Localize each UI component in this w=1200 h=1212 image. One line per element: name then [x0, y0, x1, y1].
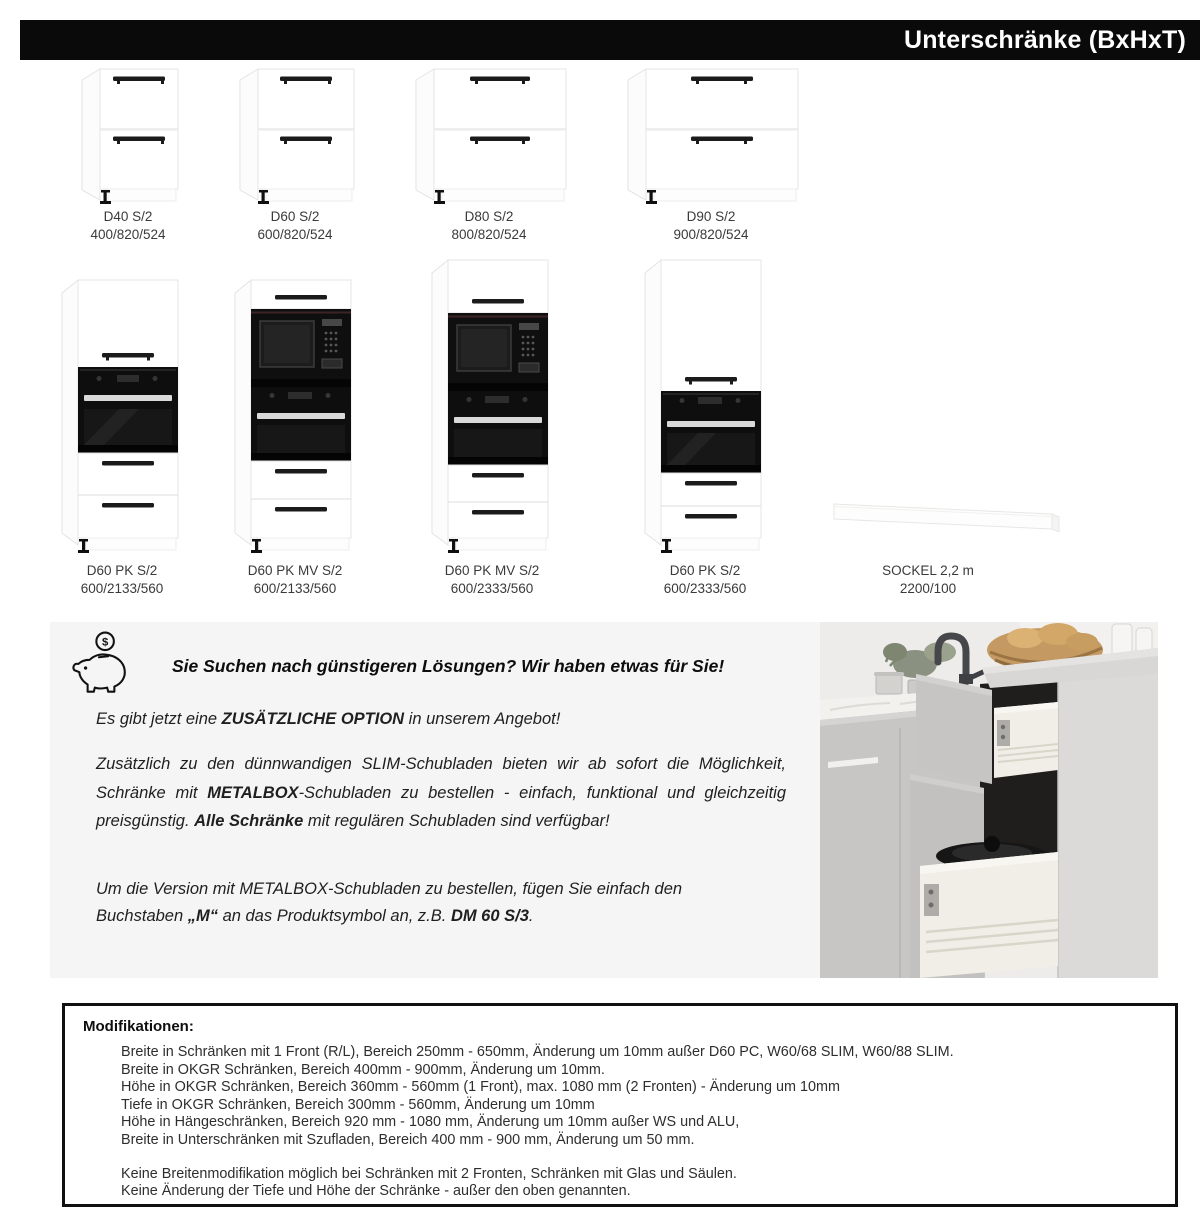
microwave-front	[448, 313, 548, 391]
product-label-d60-pk-s2-2333	[620, 562, 790, 597]
tall-cabinet-drawing	[230, 275, 360, 558]
promo-text: in unserem Angebot!	[404, 710, 561, 728]
promo-paragraph-2	[96, 750, 786, 836]
product-dimensions: 2200/100	[899, 580, 957, 596]
product-dimensions: 600/2133/560	[80, 580, 164, 596]
product-code: SOCKEL 2,2 m	[882, 563, 974, 578]
modification-rule: Breite in Schränken mit 1 Front (R/L), Bereich 250mm - 650mm, Änderung um 10mm außer D60 PC, W60/68 SLIM, W60/88 SLIM.	[121, 1044, 954, 1060]
promo-bold-text: METALBOX	[207, 783, 299, 802]
modification-rule: Breite in OKGR Schränken, Bereich 400mm - 900mm, Änderung um 10mm.	[121, 1061, 605, 1078]
cabinet-image-d60-pk-mv-s2-2333	[427, 255, 557, 563]
product-code: D60 PK MV S/2	[444, 563, 540, 578]
promo-bold-text: DM 60 S/3	[450, 907, 529, 925]
product-label-d80-s2	[404, 208, 574, 243]
product-dimensions: 400/820/524	[90, 226, 166, 242]
cabinet-image-d40-s2	[76, 64, 180, 214]
promo-text: Es gibt jetzt eine	[96, 710, 222, 728]
modification-rule: Tiefe in OKGR Schränken, Bereich 300mm - 560mm, Änderung um 10mm	[121, 1096, 595, 1113]
oven-front	[661, 391, 761, 473]
product-code: D60 PK MV S/2	[247, 563, 343, 578]
cabinet-image-d60-pk-s2-2133	[57, 275, 187, 563]
tall-cabinet-drawing	[427, 255, 557, 558]
modification-note: Keine Breitenmodifikation möglich bei Schränken mit 2 Fronten, Schränken mit Glas und Säulen.	[121, 1165, 737, 1182]
product-label-d40-s2	[43, 208, 213, 243]
promo-paragraph-1	[96, 710, 776, 729]
tall-cabinet-drawing	[57, 275, 187, 558]
promo-box	[50, 622, 820, 978]
microwave-front	[251, 309, 351, 387]
base-cabinet-drawing	[410, 64, 568, 209]
product-code: D90 S/2	[686, 209, 736, 224]
lower-metalbox-drawer	[920, 836, 1058, 978]
modifications-box	[62, 1003, 1178, 1207]
promo-text: -Schubladen zu bestellen - einfach, funktional und gleichzeitig preisgünstig.	[96, 783, 786, 830]
page-header-bar	[20, 20, 1200, 60]
promo-text: Um die Version mit METALBOX-Schubladen zu bestellen, fügen Sie einfach den Buchstaben	[96, 880, 683, 925]
sockel-plank-drawing	[828, 496, 1068, 544]
modifications-notes-list	[121, 1166, 1157, 1201]
base-cabinet-drawing	[622, 64, 800, 209]
product-dimensions: 900/820/524	[673, 226, 749, 242]
modification-rule: Höhe in OKGR Schränken, Bereich 360mm - 560mm (1 Front), max. 1080 mm (2 Fronten) - Änderung um 10mm	[121, 1079, 841, 1096]
piggy-bank-icon	[68, 630, 134, 707]
promo-text: an das Produktsymbol an, z.B.	[217, 907, 451, 925]
promo-text: mit regulären Schubladen sind verfügbar!	[303, 812, 610, 830]
promo-paragraph-3	[96, 876, 746, 930]
oven-front	[448, 391, 548, 465]
promo-text: .	[528, 907, 534, 925]
modifications-heading: Modifikationen:	[83, 1018, 194, 1035]
page-title: Unterschränke (BxHxT)	[903, 25, 1186, 54]
svg-text:$: $	[101, 636, 109, 649]
upper-metalbox-drawer	[994, 702, 1058, 778]
cabinet-image-d80-s2	[410, 64, 568, 214]
modifications-rules-list	[121, 1044, 1157, 1150]
product-dimensions: 600/2333/560	[663, 580, 747, 596]
promo-text: Zusätzlich zu den dünnwandigen SLIM-Schubladen bieten wir ab sofort die Möglichkeit, Schränke mit	[96, 755, 786, 802]
sockel-image	[828, 496, 1068, 549]
cabinet-image-d60-s2	[234, 64, 356, 214]
oven-front	[251, 387, 351, 461]
product-dimensions: 800/820/524	[451, 226, 527, 242]
base-cabinet-drawing	[76, 64, 180, 209]
product-code: D60 PK S/2	[86, 563, 158, 578]
oven-front	[78, 367, 178, 453]
product-code: D40 S/2	[103, 209, 153, 224]
product-label-d60-pk-mv-s2-2333	[407, 562, 577, 597]
product-label-d90-s2	[626, 208, 796, 243]
cabinet-image-d60-pk-mv-s2-2133	[230, 275, 360, 563]
product-label-d60-s2	[210, 208, 380, 243]
kitchen-photo	[820, 622, 1158, 978]
product-label-d60-pk-s2-2133	[37, 562, 207, 597]
cabinet-image-d90-s2	[622, 64, 800, 214]
product-label-d60-pk-mv-s2-2133	[210, 562, 380, 597]
promo-headline: Sie Suchen nach günstigeren Lösungen? Wir haben etwas für Sie!	[172, 656, 725, 676]
product-dimensions: 600/2133/560	[253, 580, 337, 596]
island-side	[1058, 670, 1158, 978]
cabinet-image-d60-pk-s2-2333	[640, 255, 770, 563]
product-code: D60 PK S/2	[669, 563, 741, 578]
modification-rule: Breite in Unterschränken mit Szufladen, Bereich 400 mm - 900 mm, Änderung um 50 mm.	[121, 1131, 695, 1148]
promo-bold-text: Alle Schränke	[194, 812, 304, 830]
product-dimensions: 600/820/524	[257, 226, 333, 242]
product-code: D60 S/2	[270, 209, 320, 224]
tall-cabinet-drawing	[640, 255, 770, 558]
promo-bold-text: „M“	[187, 907, 218, 925]
promo-bold-text: ZUSÄTZLICHE OPTION	[221, 710, 405, 728]
product-label-sockel	[843, 562, 1013, 597]
modification-rule: Höhe in Hängeschränken, Bereich 920 mm - 1080 mm, Änderung um 10mm außer WS und ALU,	[121, 1114, 740, 1131]
product-dimensions: 600/2333/560	[450, 580, 534, 596]
product-code: D80 S/2	[464, 209, 514, 224]
modification-note: Keine Änderung der Tiefe und Höhe der Schränke - außer den oben genannten.	[121, 1183, 631, 1200]
base-cabinet-drawing	[234, 64, 356, 209]
